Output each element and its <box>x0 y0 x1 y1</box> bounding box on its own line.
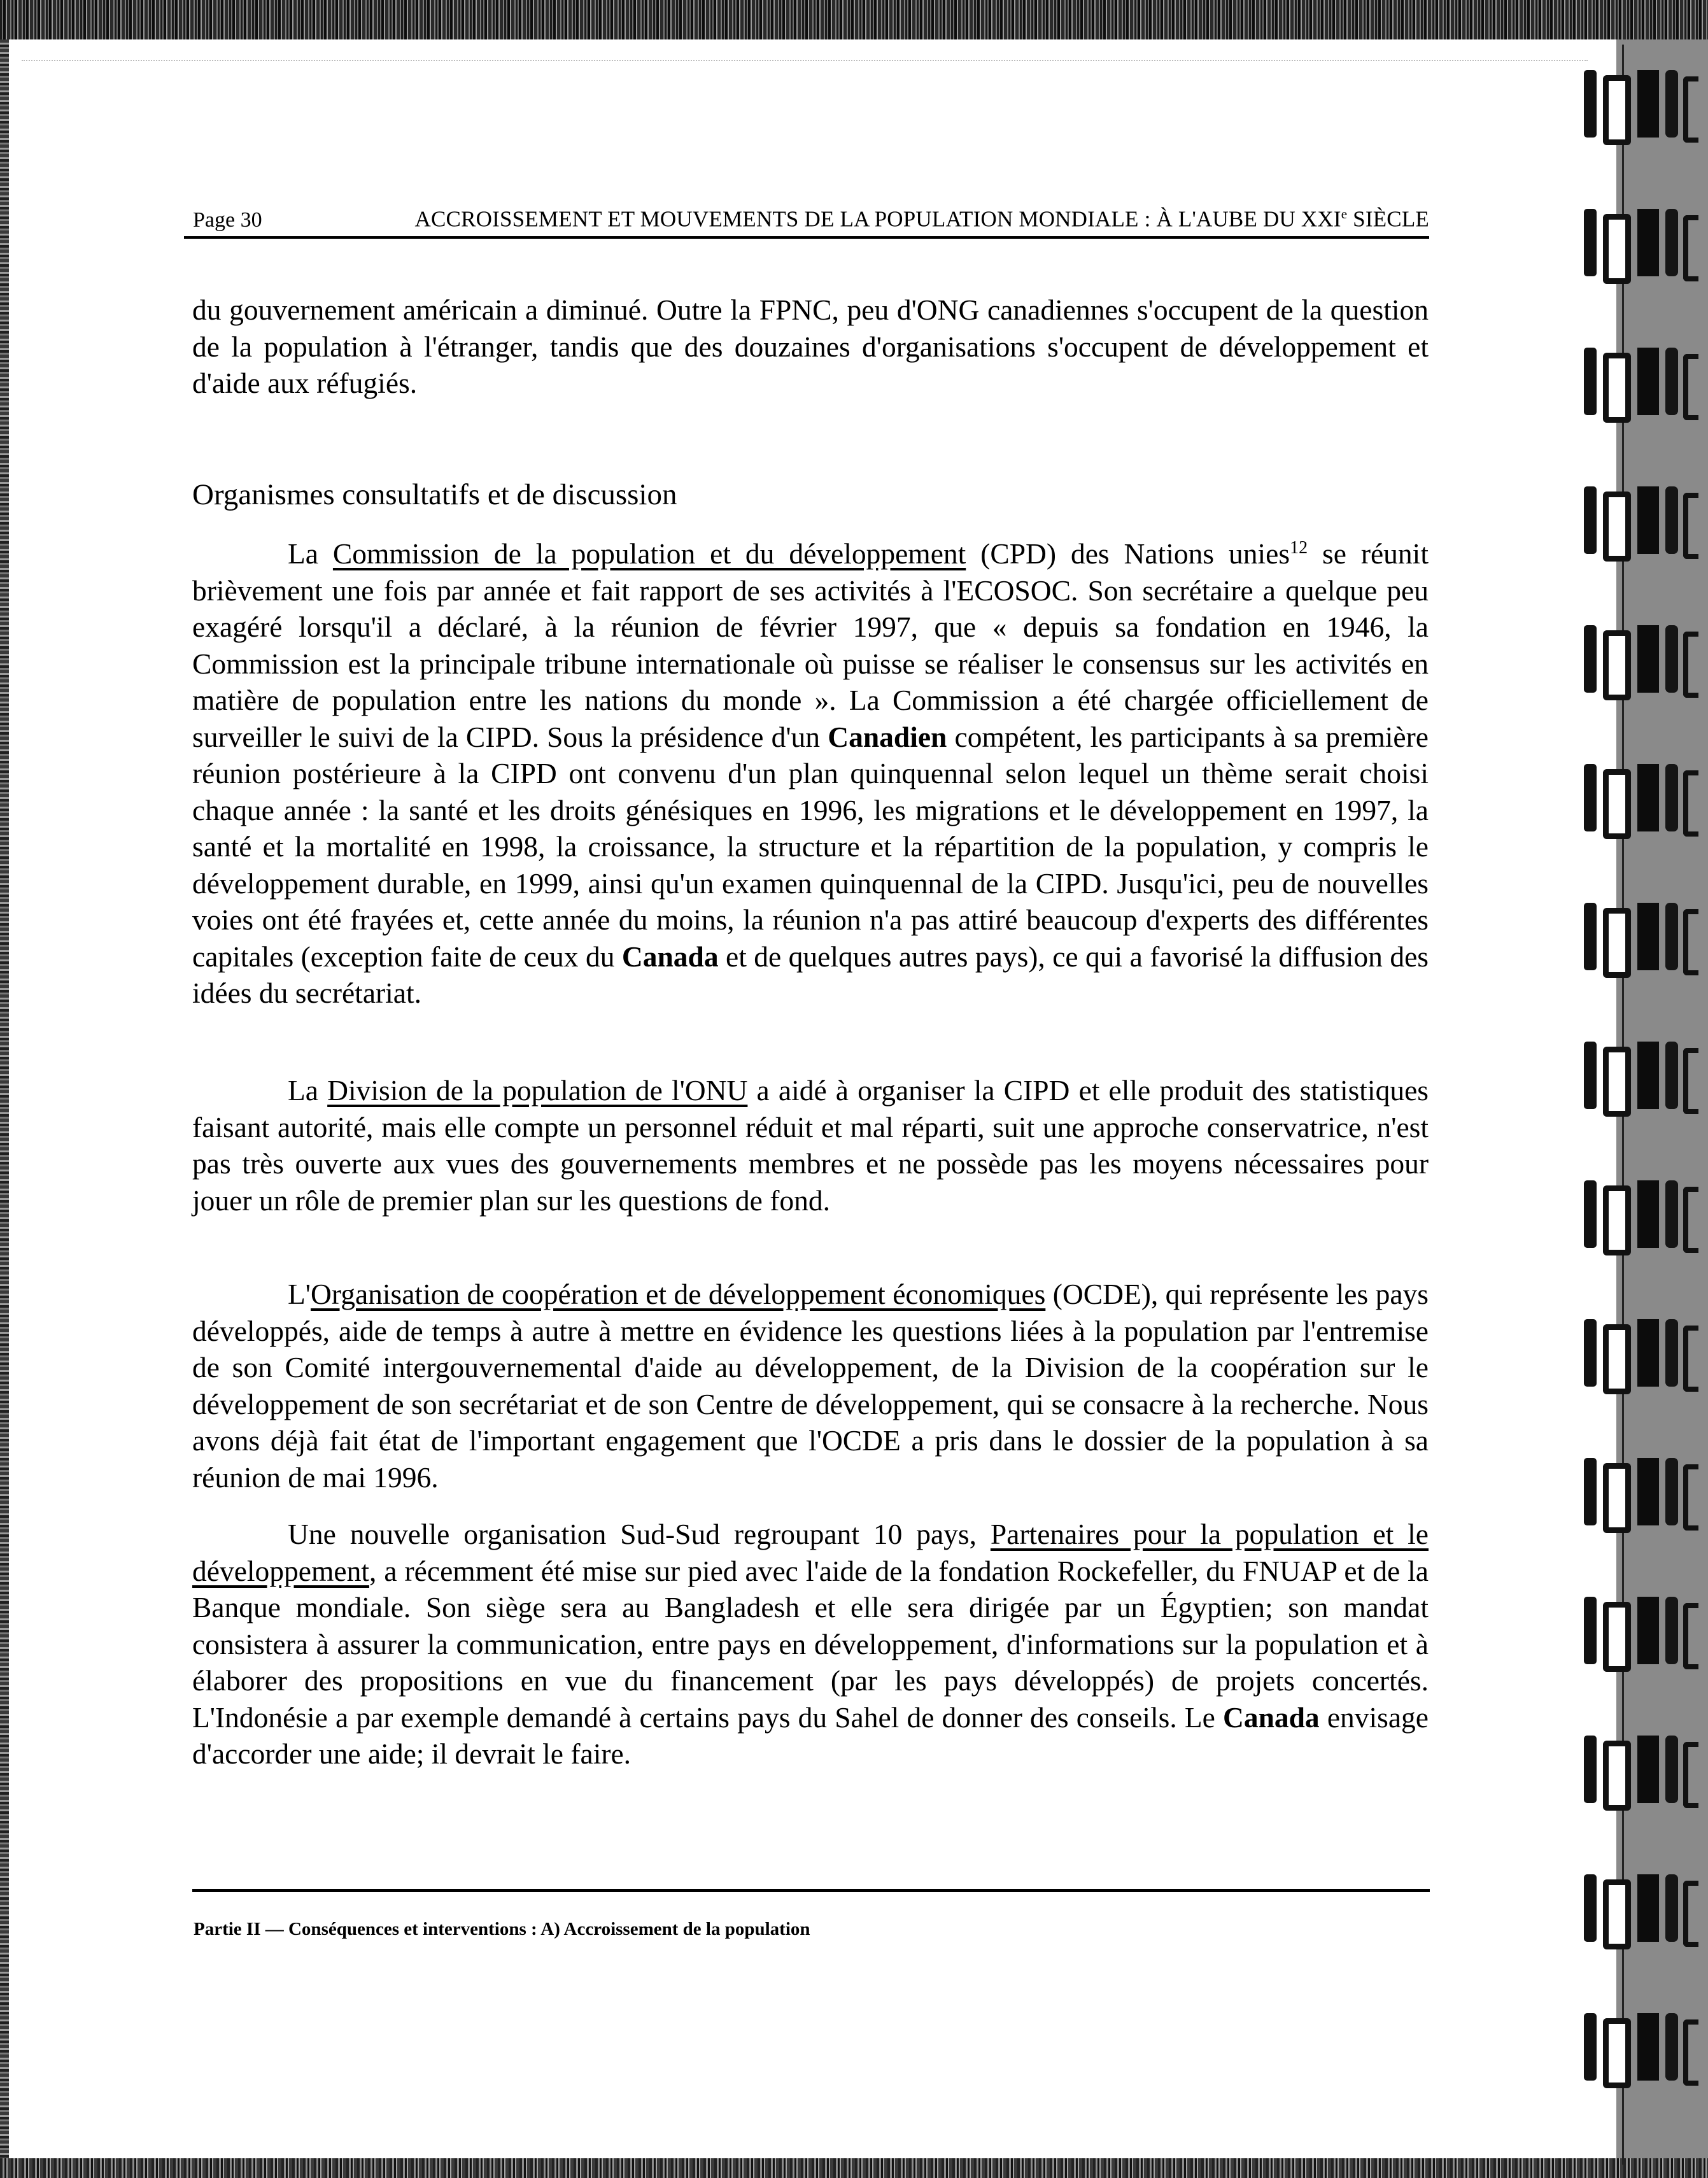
running-title: ACCROISSEMENT ET MOUVEMENTS DE LA POPULATION MONDIALE : À L'AUBE DU XXIe SIÈCLE <box>414 206 1429 232</box>
running-footer: Partie II — Conséquences et interventions : A) Accroissement de la population <box>194 1919 810 1939</box>
paragraph-cpd: La Commission de la population et du développement (CPD) des Nations unies$^{12}$ se réunit brièvement une fois par année et fait rapport de ses activités à l'ECOSOC. Son secrétaire a quelque peu exagéré lorsqu'il a déclaré, à la réunion de février 1997, que « depuis sa fondation en 1946, la Commission est la principale tribune internationale où puisse se réaliser le consensus sur les activités en matière de population entre les nations du monde ». La Commission a été chargée officiellement de surveiller le suivi de la CIPD. Sous la présidence d'un Canadien compétent, les participants à sa première réunion postérieure à la CIPD ont convenu d'un plan quinquennal selon lequel un thème serait choisi chaque année : la santé et les droits génésiques en 1996, les migrations et le développement en 1997, la santé et la mortalité en 1998, la croissance, la structure et la répartition de la population, y compris le développement durable, en 1999, ainsi qu'un examen quinquennal de la CIPD. Jusqu'ici, peu de nouvelles voies ont été frayées et, cette année du moins, la réunion n'a pas attiré beaucoup d'experts des différentes capitales (exception faite de ceux du Canada et de quelques autres pays), ce qui a favorisé la diffusion des idées du secrétariat. <box>192 537 1429 1009</box>
scan-border-left <box>0 39 9 2158</box>
ocde-term: Organisation de coopération et de développement économiques <box>311 1278 1046 1310</box>
binding-ring <box>1584 1042 1705 1109</box>
binding-ring <box>1584 1319 1705 1387</box>
binding-ring <box>1584 1458 1705 1525</box>
binding-ring <box>1584 348 1705 415</box>
binding-ring <box>1584 209 1705 276</box>
paragraph-partenaires: Une nouvelle organisation Sud-Sud regroupant 10 pays, Partenaires pour la population et le développement, a récemment été mise sur pied avec l'aide de la fondation Rockefeller, du FNUAP et de la Banque mondiale. Son siège sera au Bangladesh et elle sera dirigée par un Égyptien; son mandat consistera à assurer la communication, entre pays en développement, d'informations sur la population et à élaborer des propositions en vue du financement (par les pays développés) de projets concertés. L'Indonésie a par exemple demandé à certains pays du Sahel de donner des conseils. Le Canada envisage d'accorder une aide; il devrait le faire. <box>192 1518 1429 1770</box>
page-number: Page 30 <box>193 208 262 232</box>
binding-ring <box>1584 486 1705 554</box>
section-heading: Organismes consultatifs et de discussion <box>192 478 677 511</box>
scan-border-bottom <box>0 2158 1708 2178</box>
binding-ring <box>1584 1597 1705 1664</box>
cpd-term: Commission de la population et du développement <box>332 537 966 570</box>
binding-ring <box>1584 1180 1705 1248</box>
partenaires-term: Partenaires pour la population et le développement <box>192 1518 1429 1587</box>
paragraph-ocde: L'Organisation de coopération et de développement économiques (OCDE), qui représente les pays développés, aide de temps à autre à mettre en évidence les questions liées à la population par l'entremise de son Comité intergouvernemental d'aide au développement, de la Division de la coopération sur le développement de son secrétariat et de son Centre de développement, qui se consacre à la recherche. Nous avons déjà fait état de l'important engagement que l'OCDE a pris dans le dossier de la population à sa réunion de mai 1996. <box>192 1278 1429 1494</box>
binding-ring <box>1584 1736 1705 1803</box>
binding-ring <box>1584 2013 1705 2081</box>
binding-ring <box>1584 70 1705 138</box>
binding-ring <box>1584 903 1705 970</box>
binding-ring <box>1584 764 1705 831</box>
binding-ring <box>1584 625 1705 693</box>
division-onu-term: Division de la population de l'ONU <box>327 1074 748 1107</box>
running-header <box>184 199 1429 239</box>
footnote-ref: 12 <box>1290 537 1308 558</box>
intro-paragraph: du gouvernement américain a diminué. Outre la FPNC, peu d'ONG canadiennes s'occupent de la question de la population à l'étranger, tandis que des douzaines d'organisations s'occupent de développement et d'aide aux réfugiés. <box>192 293 1429 399</box>
binding-ring <box>1584 1874 1705 1942</box>
paragraph-division-onu: La Division de la population de l'ONU a aidé à organiser la CIPD et elle produit des statistiques faisant autorité, mais elle compte un personnel réduit et mal réparti, suit une approche conservatrice, n'est pas très ouverte aux vues des gouvernements membres et ne possède pas les moyens nécessaires pour jouer un rôle de premier plan sur les questions de fond. <box>192 1074 1429 1217</box>
spiral-binding <box>1579 70 1708 2158</box>
scan-border-top <box>0 0 1708 39</box>
scan-artifact-rule <box>22 60 1588 61</box>
footer-rule <box>192 1889 1430 1892</box>
